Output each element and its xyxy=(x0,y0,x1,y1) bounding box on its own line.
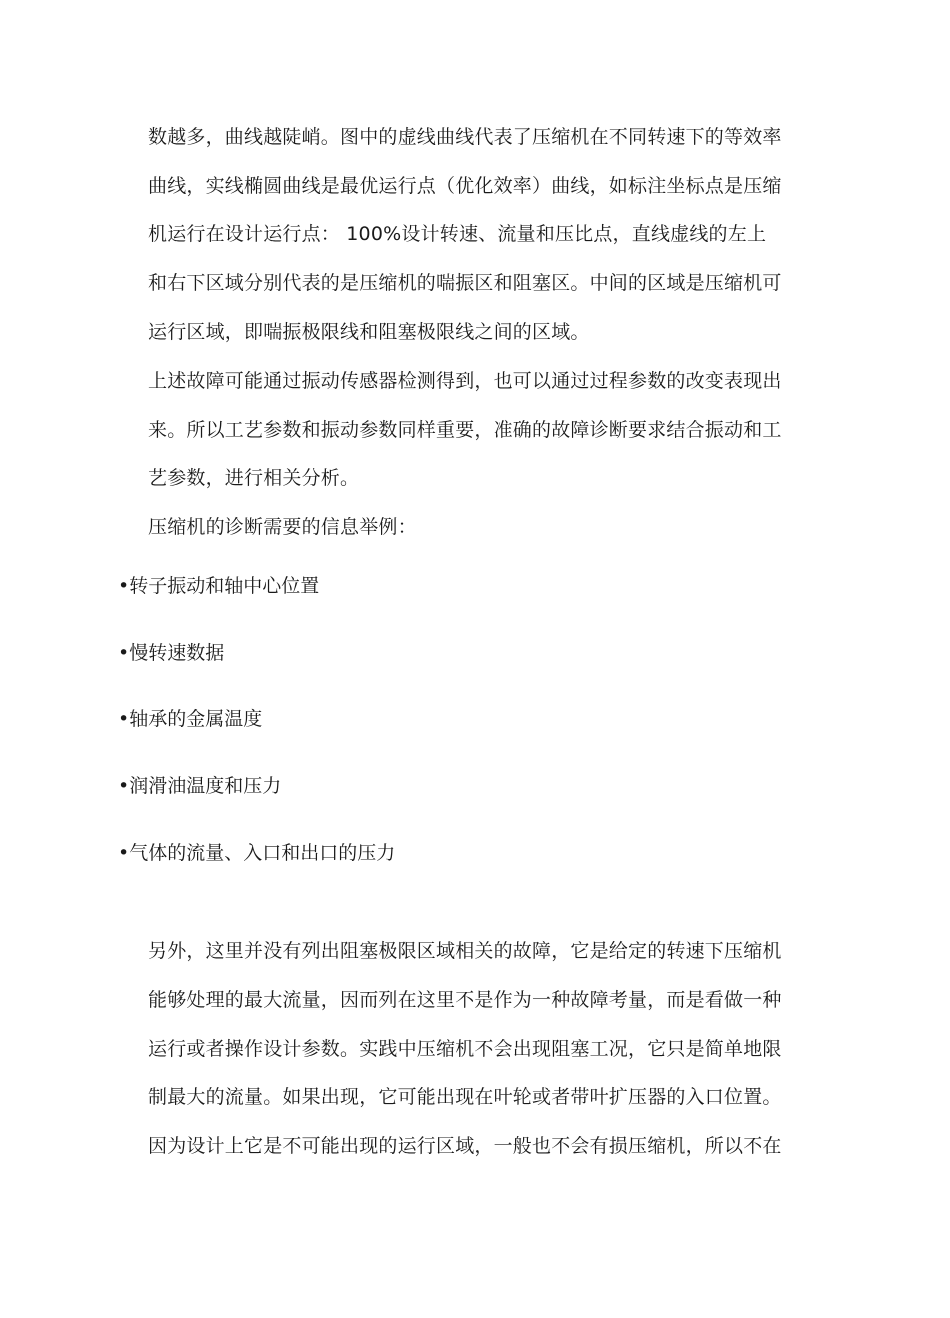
paragraph2-line-1: 上述故障可能通过振动传感器检测得到，也可以通过过程参数的改变表现出 xyxy=(148,370,782,392)
paragraph1-line-4: 和右下区域分别代表的是压缩机的喘振区和阻塞区。中间的区域是压缩机可 xyxy=(148,272,782,294)
bullet-item-5: •气体的流量、入口和出口的压力 xyxy=(118,842,396,864)
paragraph4-line-2: 能够处理的最大流量，因而列在这里不是作为一种故障考量，而是看做一种 xyxy=(148,989,782,1011)
paragraph1-line-3: 机运行在设计运行点： 100%设计转速、流量和压比点，直线虚线的左上 xyxy=(148,223,767,245)
paragraph2-line-2: 来。所以工艺参数和振动参数同样重要，准确的故障诊断要求结合振动和工 xyxy=(148,419,782,441)
paragraph1-line-1: 数越多，曲线越陡峭。图中的虚线曲线代表了压缩机在不同转速下的等效率 xyxy=(148,126,782,148)
paragraph4-line-5: 因为设计上它是不可能出现的运行区域，一般也不会有损压缩机，所以不在 xyxy=(148,1135,782,1157)
paragraph3-line-1: 压缩机的诊断需要的信息举例： xyxy=(148,516,417,538)
paragraph4-line-4: 制最大的流量。如果出现，它可能出现在叶轮或者带叶扩压器的入口位置。 xyxy=(148,1086,782,1108)
bullet-item-2: •慢转速数据 xyxy=(118,642,225,664)
paragraph1-line-2: 曲线，实线椭圆曲线是最优运行点（优化效率）曲线，如标注坐标点是压缩 xyxy=(148,175,782,197)
paragraph1-line-5: 运行区域，即喘振极限线和阻塞极限线之间的区域。 xyxy=(148,321,590,343)
paragraph2-line-3: 艺参数，进行相关分析。 xyxy=(148,467,360,489)
paragraph4-line-3: 运行或者操作设计参数。实践中压缩机不会出现阻塞工况，它只是简单地限 xyxy=(148,1038,782,1060)
bullet-item-4: •润滑油温度和压力 xyxy=(118,775,282,797)
paragraph4-line-1: 另外，这里并没有列出阻塞极限区域相关的故障，它是给定的转速下压缩机 xyxy=(148,940,782,962)
bullet-item-3: •轴承的金属温度 xyxy=(118,708,263,730)
bullet-item-1: •转子振动和轴中心位置 xyxy=(118,575,320,597)
